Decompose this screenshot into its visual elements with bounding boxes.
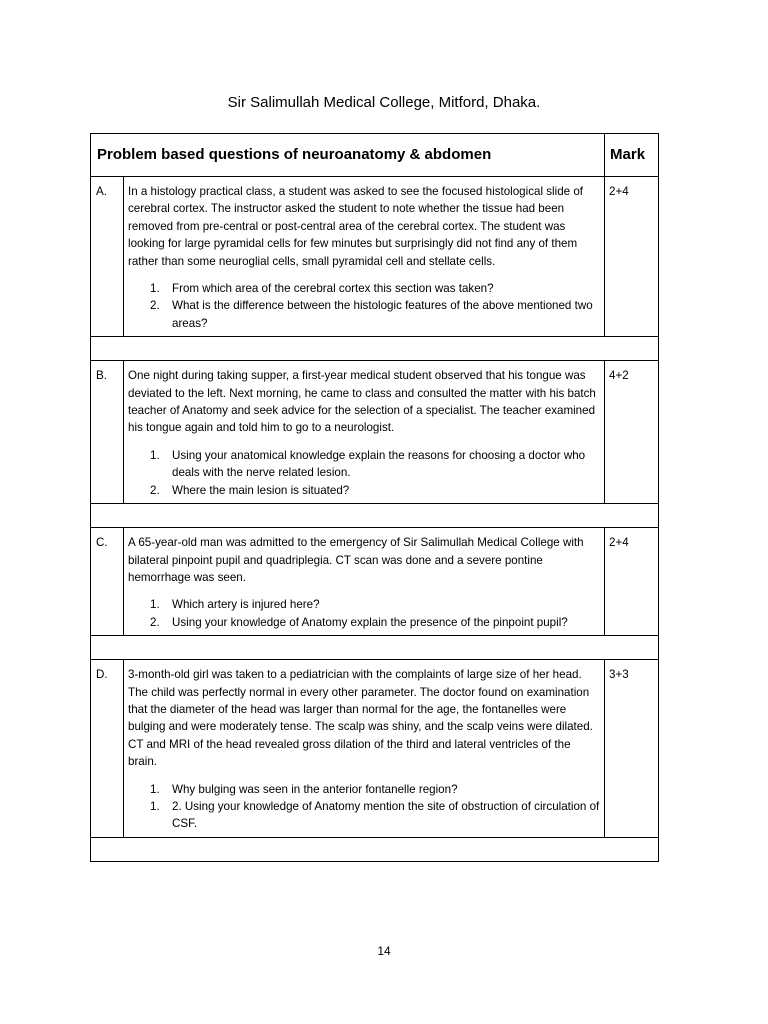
sub-question	[128, 297, 601, 332]
scenario-text: A 65-year-old man was admitted to the emergency of Sir Salimullah Medical College with bilateral pinpoint pupil and quadriplegia. CT scan was done and a severe pontine hemorrhage was seen.	[128, 536, 584, 584]
sub-question-number: 1.	[150, 448, 160, 462]
scenario-text: In a histology practical class, a student was asked to see the focused histological slide of cerebral cortex. The instructor asked the student to note whether the tissue had been removed from pre-central or post-central area of the cerebral cortex. The student was looking for large pyramidal cells for few minutes but surprisingly did not find any of them rather than some neuroglial cells, small pyramidal cell and stellate cells.	[128, 185, 583, 268]
question-label: C.	[91, 528, 124, 636]
scenario-text: 3-month-old girl was taken to a pediatrician with the complaints of large size of her head. The child was perfectly normal in every other parameter. The doctor found on examination that the diameter of the head was larger than normal for the age, the fontanelles were bulging and were moderately tense. The scalp was shiny, and the scalp veins were dilated. CT and MRI of the head revealed gross dilation of the third and lateral ventricles of the brain.	[128, 668, 593, 769]
sub-question-text: Using your anatomical knowledge explain the reasons for choosing a doctor who deals with the nerve related lesion.	[172, 448, 586, 480]
sub-question-number: 1.	[150, 799, 160, 813]
question-row-a	[91, 177, 659, 337]
sub-question-number: 1.	[150, 782, 160, 796]
mark-heading: Mark	[605, 134, 659, 177]
question-body	[124, 361, 605, 504]
questions-table	[90, 133, 659, 862]
sub-question-text: From which area of the cerebral cortex this section was taken?	[172, 282, 494, 296]
sub-question-text: What is the difference between the histologic features of the above mentioned two areas?	[172, 299, 593, 330]
question-mark: 2+4	[605, 528, 659, 636]
sub-question-list	[128, 781, 601, 833]
sub-question-list	[128, 280, 601, 332]
sub-question	[128, 781, 601, 798]
sub-question-text: Using your knowledge of Anatomy explain the presence of the pinpoint pupil?	[172, 615, 568, 629]
sub-question-text: Where the main lesion is situated?	[172, 483, 350, 497]
question-label: D.	[91, 660, 124, 838]
question-row-d	[91, 660, 659, 838]
spacer-cell	[91, 636, 659, 660]
sub-question-number: 1.	[150, 282, 160, 296]
spacer-row	[91, 504, 659, 528]
question-label: A.	[91, 177, 124, 337]
spacer-row	[91, 337, 659, 361]
question-row-c	[91, 528, 659, 636]
sub-question	[128, 798, 601, 833]
question-body	[124, 660, 605, 838]
page-number: 14	[377, 944, 391, 958]
question-label: B.	[91, 361, 124, 504]
table-heading: Problem based questions of neuroanatomy & abdomen	[91, 134, 605, 177]
sub-question-text: 2. Using your knowledge of Anatomy mention the site of obstruction of circulation of CSF.	[172, 799, 600, 831]
question-mark: 4+2	[605, 361, 659, 504]
sub-question	[128, 447, 601, 482]
sub-question-text: Which artery is injured here?	[172, 598, 320, 612]
question-row-b	[91, 361, 659, 504]
question-mark: 2+4	[605, 177, 659, 337]
spacer-cell	[91, 337, 659, 361]
sub-question-number: 2.	[150, 483, 160, 497]
spacer-cell	[91, 837, 659, 861]
spacer-row	[91, 636, 659, 660]
question-body	[124, 528, 605, 636]
question-body	[124, 177, 605, 337]
question-mark: 3+3	[605, 660, 659, 838]
sub-question-number: 2.	[150, 615, 160, 629]
sub-question	[128, 280, 601, 297]
sub-question-number: 1.	[150, 598, 160, 612]
sub-question-number: 2.	[150, 299, 160, 313]
sub-question-text: Why bulging was seen in the anterior fontanelle region?	[172, 782, 458, 796]
page-title: Sir Salimullah Medical College, Mitford, Dhaka.	[227, 94, 541, 111]
sub-question-list	[128, 447, 601, 499]
sub-question-list	[128, 596, 601, 631]
table-header-row	[91, 134, 659, 177]
spacer-cell	[91, 504, 659, 528]
sub-question	[128, 614, 601, 631]
scenario-text: One night during taking supper, a first-year medical student observed that his tongue was deviated to the left. Next morning, he came to class and consulted the matter with his batch teacher of Anatomy and seek advice for the selection of a specialist. The teacher examined his tongue again and told him to go to a neurologist.	[128, 369, 596, 435]
sub-question	[128, 482, 601, 499]
sub-question	[128, 596, 601, 613]
spacer-row	[91, 837, 659, 861]
